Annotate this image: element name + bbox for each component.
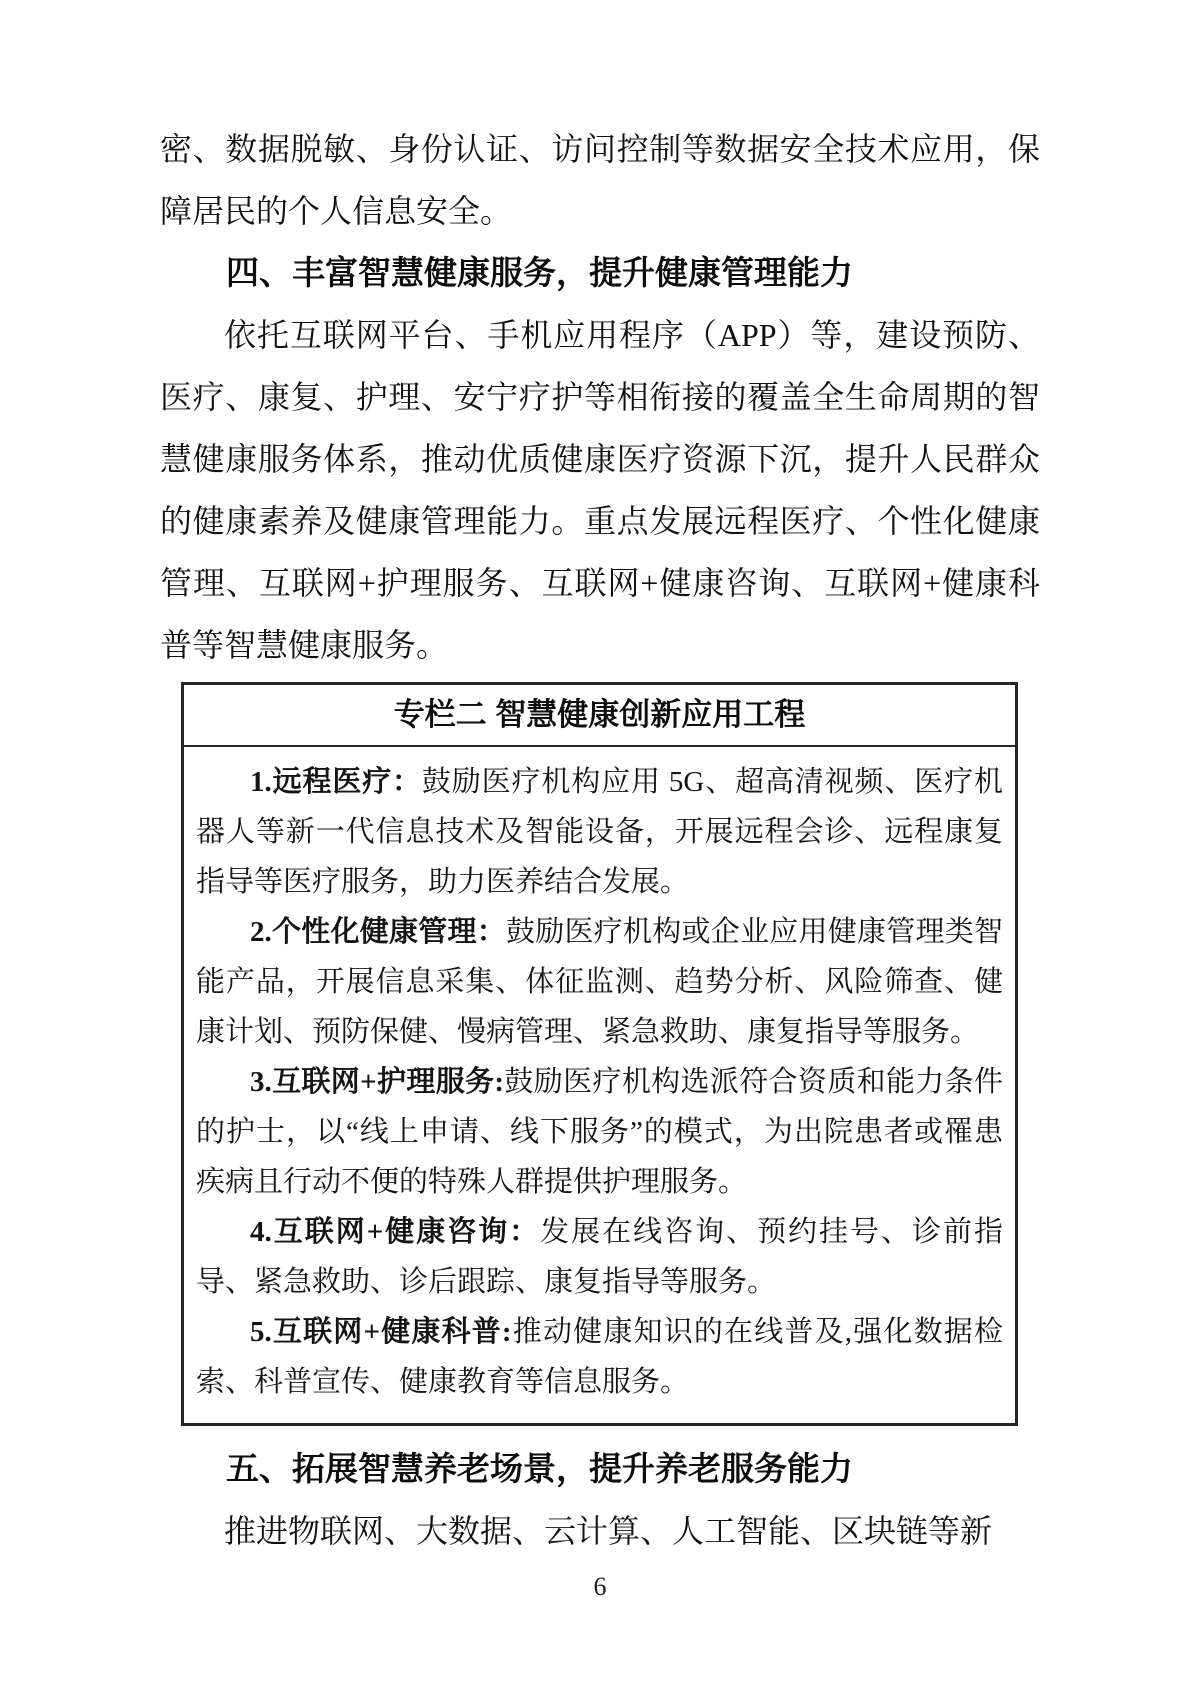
section4-heading: 四、丰富智慧健康服务，提升健康管理能力 xyxy=(226,254,853,291)
box-item-5 xyxy=(196,1307,1003,1407)
feature-box xyxy=(181,682,1018,1426)
section5-paragraph: 推进物联网、大数据、云计算、人工智能、区块链等新 xyxy=(224,1513,993,1549)
box-item-2-text: 鼓励医疗机构或企业应用健康管理类智能产品，开展信息采集、体征监测、趋势分析、风险筛查、健康计划、预防保健、慢病管理、紧急救助、康复指导等服务。 xyxy=(196,916,1003,1048)
box-item-5-label: 5.互联网+健康科普: xyxy=(250,1316,512,1348)
section4-paragraph: 依托互联网平台、手机应用程序（APP）等，建设预防、医疗、康复、护理、安宁疗护等相衔接的覆盖全生命周期的智慧健康服务体系，推动优质健康医疗资源下沉，提升人民群众的健康素养及健康管理能力。重点发展远程医疗、个性化健康管理、互联网+护理服务、互联网+健康咨询、互联网+健康科普等智慧健康服务。 xyxy=(160,317,1040,663)
box-item-3 xyxy=(196,1057,1003,1207)
box-item-2 xyxy=(196,907,1003,1057)
box-item-3-text: 鼓励医疗机构选派符合资质和能力条件的护士，以“线上申请、线下服务”的模式，为出院患者或罹患疾病且行动不便的特殊人群提供护理服务。 xyxy=(196,1066,1003,1198)
paragraph-continued: 密、数据脱敏、身份认证、访问控制等数据安全技术应用，保障居民的个人信息安全。 xyxy=(160,131,1040,229)
box-item-1-text: 鼓励医疗机构应用 5G、超高清视频、医疗机器人等新一代信息技术及智能设备，开展远程会诊、远程康复指导等医疗服务，助力医养结合发展。 xyxy=(196,766,1003,898)
box-item-2-label: 2.个性化健康管理： xyxy=(250,916,506,948)
box-item-4-text: 发展在线咨询、预约挂号、诊前指导、紧急救助、诊后跟踪、康复指导等服务。 xyxy=(196,1216,1003,1298)
box-item-5-text: 推动健康知识的在线普及,强化数据检索、科普宣传、健康教育等信息服务。 xyxy=(196,1316,1003,1398)
page-number: 6 xyxy=(593,1572,607,1601)
box-item-1 xyxy=(196,757,1003,907)
feature-box-body xyxy=(184,747,1015,1423)
feature-box-title: 专栏二 智慧健康创新应用工程 xyxy=(184,685,1015,747)
box-item-4 xyxy=(196,1207,1003,1307)
section5-heading: 五、拓展智慧养老场景，提升养老服务能力 xyxy=(226,1450,853,1487)
box-item-3-label: 3.互联网+护理服务: xyxy=(250,1066,505,1098)
box-item-4-label: 4.互联网+健康咨询： xyxy=(250,1216,541,1248)
box-item-1-label: 1.远程医疗： xyxy=(250,766,422,798)
